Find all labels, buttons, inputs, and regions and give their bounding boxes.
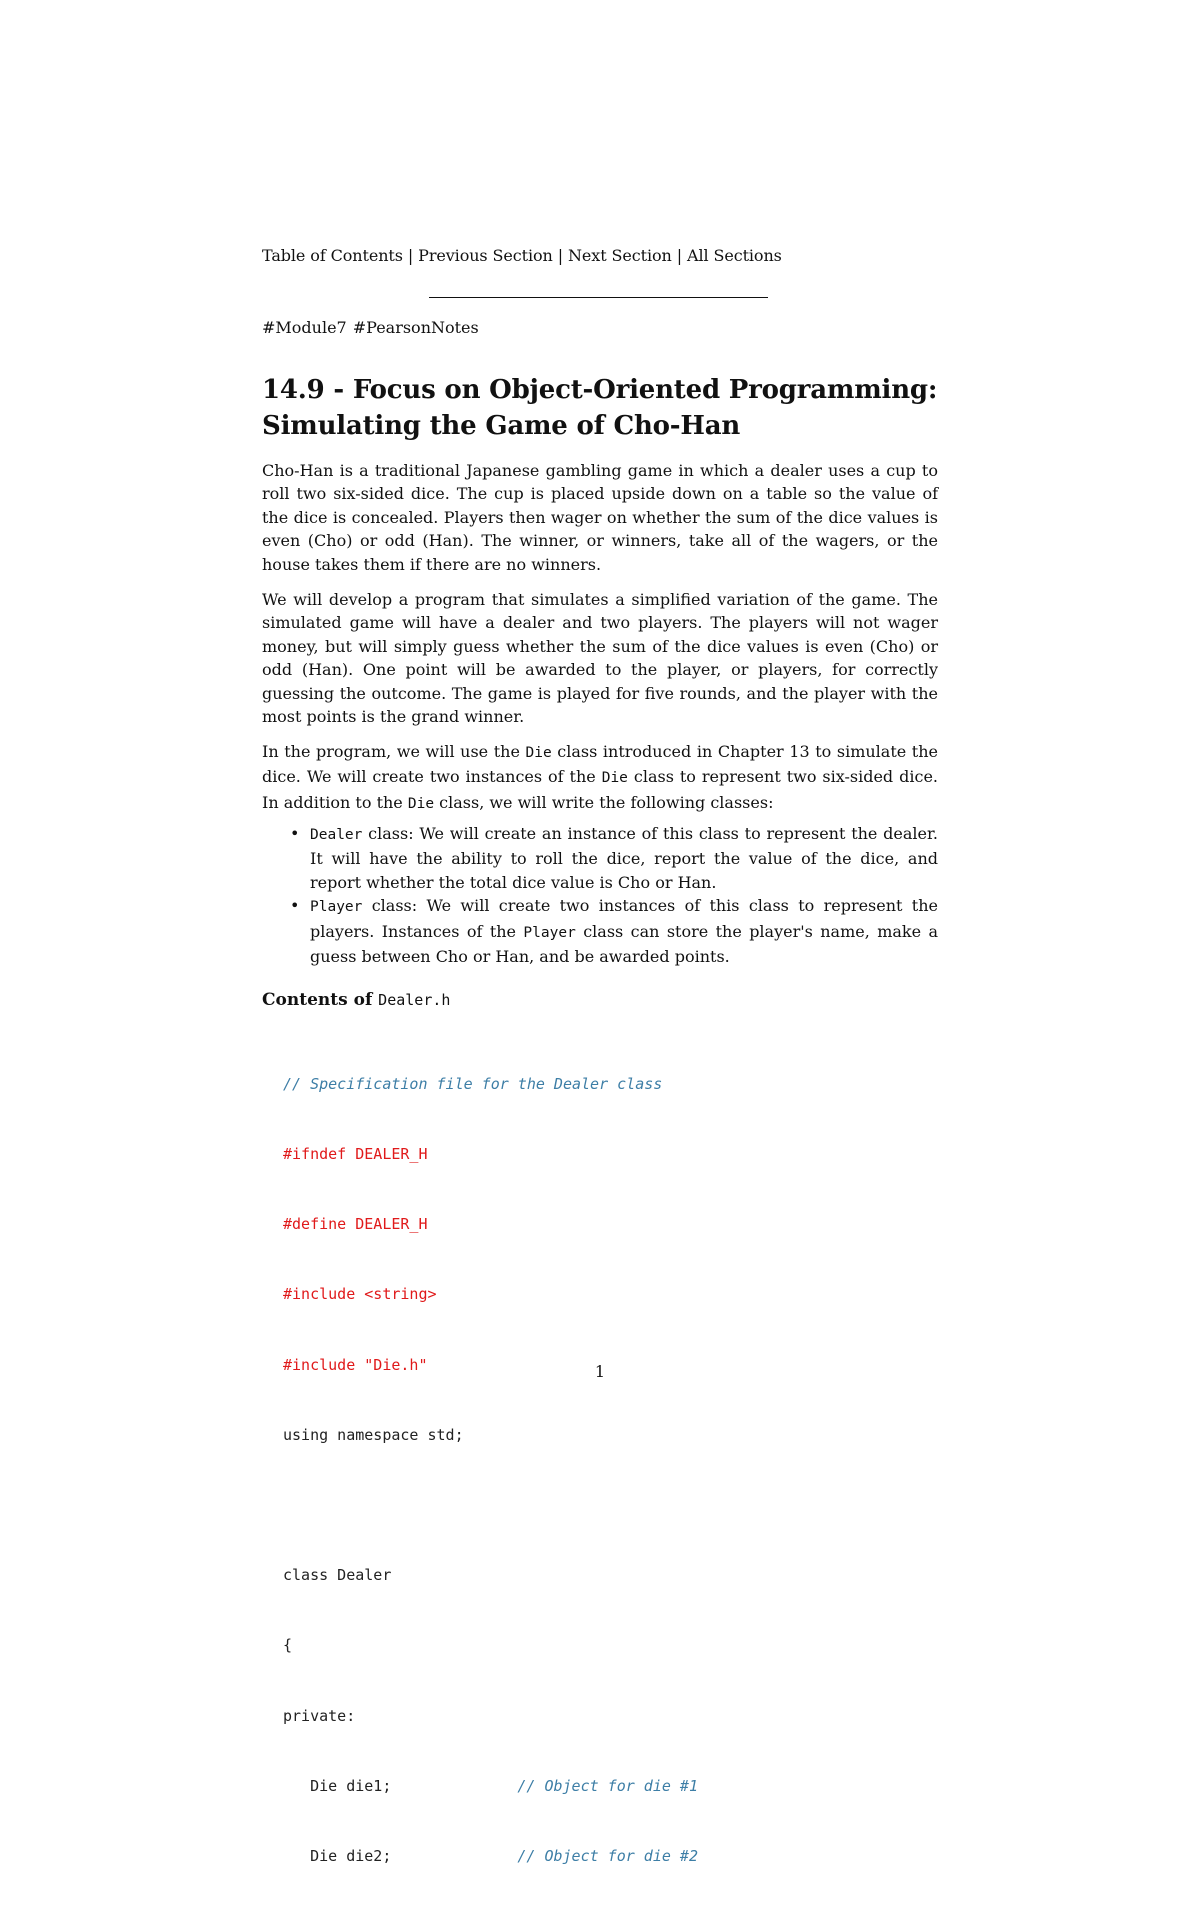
inline-code-player: Player — [523, 924, 576, 941]
dealer-h-heading — [262, 990, 450, 1010]
code-comment: // Object for die #2 — [517, 1847, 698, 1866]
nav-separator: | — [676, 246, 682, 265]
bullet-icon: • — [290, 824, 300, 843]
code-line: using namespace std; — [283, 1425, 464, 1444]
bullet-icon: • — [290, 896, 300, 916]
code-line — [283, 1775, 943, 1798]
section-navigation — [262, 246, 942, 265]
next-section-link[interactable]: Next Section — [568, 246, 672, 265]
page-number: 1 — [594, 1362, 606, 1381]
tag-pearson-notes[interactable]: #PearsonNotes — [352, 318, 479, 337]
nav-separator: | — [407, 246, 414, 265]
text-run: class, we will write the following classes: — [434, 792, 774, 812]
page-title — [262, 372, 952, 444]
horizontal-rule — [429, 297, 768, 298]
heading-text: Contents of — [262, 990, 379, 1010]
code-line — [283, 1845, 943, 1868]
text-run: class introduced in Chapter 13 to simulate the dice. We will create two instances of the — [262, 742, 939, 787]
inline-code-filename: Dealer.h — [378, 991, 451, 1009]
nav-separator: | — [557, 246, 564, 265]
list-item-player — [262, 894, 938, 968]
text-run: class to represent two six-sided dice. In addition to the — [262, 767, 939, 812]
code-line: #ifndef DEALER_H — [283, 1145, 428, 1164]
code-line: #define DEALER_H — [283, 1215, 428, 1234]
code-text: Die die2; — [283, 1847, 392, 1866]
classes-paragraph — [262, 740, 938, 816]
intro-paragraph: Cho-Han is a traditional Japanese gambling game in which a dealer uses a cup to roll two six-sided dice. The cup is placed upside down on a table so the value of the dice is concealed. Players then wager on whether the sum of the dice values is even (Cho) or odd (Han). The winner, or winners, take all of the wagers, or the house takes them if there are no winners. — [262, 461, 938, 574]
previous-section-link[interactable]: Previous Section — [418, 246, 553, 265]
list-item-text: class can store the player's name, make a guess between Cho or Han, and be awarded points. — [310, 921, 939, 967]
inline-code-die: Die — [601, 770, 628, 787]
inline-code-player: Player — [310, 899, 363, 916]
inline-code-dealer: Dealer — [310, 827, 363, 843]
all-sections-link[interactable]: All Sections — [687, 246, 782, 265]
code-line: { — [283, 1636, 293, 1655]
class-list — [262, 822, 938, 968]
code-line: #include "Die.h" — [283, 1355, 428, 1374]
title-line-1: 14.9 - Focus on Object-Oriented Programming: — [262, 375, 938, 405]
title-line-2: Simulating the Game of Cho-Han — [262, 411, 741, 441]
code-block — [283, 1026, 943, 1915]
code-line — [283, 1494, 943, 1517]
inline-code-die: Die — [525, 745, 552, 761]
tag-list — [262, 318, 485, 337]
tag-module7[interactable]: #Module7 — [262, 318, 347, 337]
code-comment: // Object for die #1 — [517, 1776, 698, 1795]
list-item-text: class: We will create two instances of this class to represent the players. Instances of the — [310, 896, 938, 941]
list-item-text: class: We will create an instance of this class to represent the dealer. It will have the ability to roll the dice, report the value of the dice, and report whether the total dice value is Cho or Han. — [310, 824, 938, 892]
text-run: In the program, we will use the — [262, 742, 526, 761]
code-line: // Specification file for the Dealer class — [283, 1074, 663, 1093]
code-line: #include <string> — [283, 1285, 437, 1304]
code-text: Die die1; — [283, 1776, 392, 1795]
list-item-dealer — [262, 822, 938, 894]
code-line: private: — [283, 1706, 356, 1725]
code-line: class Dealer — [283, 1566, 392, 1585]
inline-code-die: Die — [407, 795, 435, 812]
table-of-contents-link[interactable]: Table of Contents — [262, 246, 403, 265]
program-description-paragraph: We will develop a program that simulates a simplified variation of the game. The simulated game will have a dealer and two players. The players will not wager money, but will simply guess whether the sum of the dice values is even (Cho) or odd (Han). One point will be awarded to the player, or players, for correctly guessing the outcome. The game is played for five rounds, and the player with the most points is the grand winner. — [262, 590, 938, 727]
